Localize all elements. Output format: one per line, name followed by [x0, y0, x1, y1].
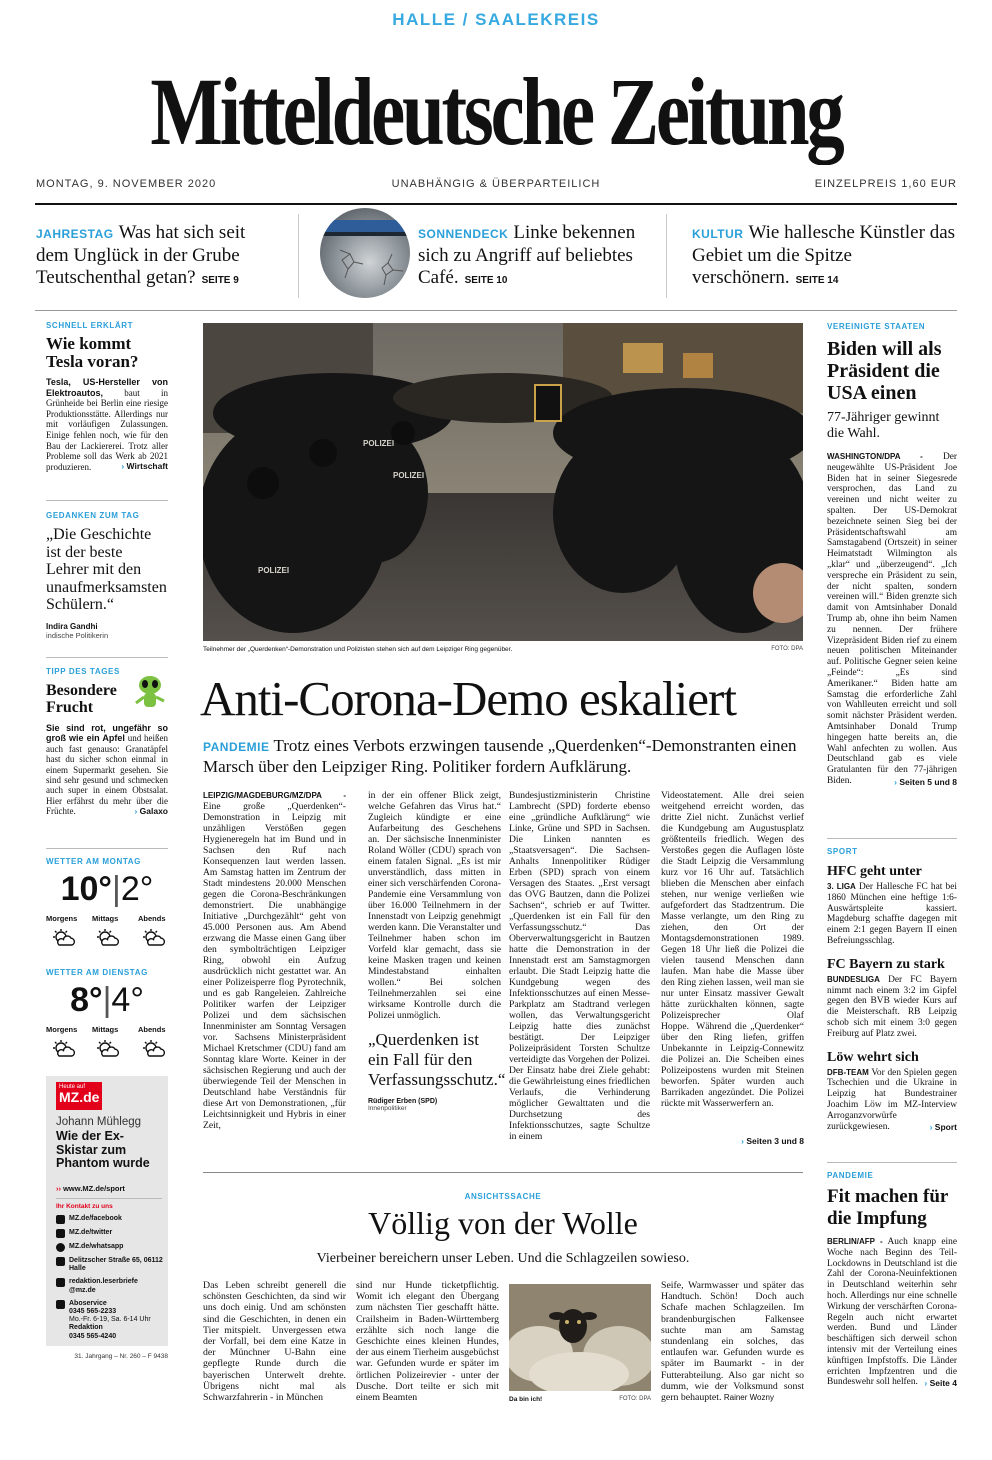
quote-author: Indira Gandhi — [46, 621, 98, 631]
opinion-column-1: Das Leben schreibt generell die schönsten Geschichten, da sind wir uns doch einig. Und am schönsten sind die Geschichten, in denen ein Tier mitspielt. Unvergessen etwa der Vorfall, bei dem eine Katze in der Münchner U-Bahn eine gepflegte Runde durch die bayerischen Unterwelt drehte. Übrigens nicht mal als Schwarzfahrerin - in München — [203, 1280, 346, 1404]
sheep-illustration — [509, 1284, 651, 1391]
teaser-page: SEITE 10 — [464, 275, 508, 286]
weather-label: WETTER AM MONTAG — [46, 857, 141, 866]
sport-section — [827, 847, 957, 1132]
price: EINZELPREIS 1,60 EUR — [814, 178, 957, 190]
sport-title-3: Löw wehrt sich — [827, 1049, 919, 1065]
teaser-sonnendeck[interactable] — [418, 222, 643, 292]
opinion-column-3: Seife, Warmwasser und später das Handtuch. Schön! Doch auch Schafe machen Schlagzeilen. Im brandenburgischen Falkensee suchte man am Samstag stundenlang ein solches, das entlaufen war. Gefunden wurde es später im Baumarkt - in der Futterabteilung. Also gar nicht so dumm, wie der Volksmund sonst gern behauptet. Rainer Wozny — [661, 1280, 804, 1404]
sheep-caption: Da bin ich! — [509, 1396, 543, 1403]
teaser-page: SEITE 14 — [795, 275, 839, 286]
volume-info: 31. Jahrgang – Nr. 260 – F 9438 — [74, 1353, 168, 1360]
svg-text:POLIZEI: POLIZEI — [258, 566, 290, 575]
tip-text — [46, 723, 168, 817]
teaser-kultur[interactable] — [692, 222, 957, 292]
pull-quote-author: Rüdiger Erben (SPD) — [368, 1098, 438, 1105]
photo-caption: Teilnehmer der „Querdenken“-Demonstration und Polizisten stehen sich auf dem Leipziger Ring gegenüber. — [203, 646, 513, 653]
pandemic-dateline: BERLIN/AFP - — [827, 1237, 883, 1246]
time-morning: Morgens — [46, 1025, 78, 1034]
explained-ref[interactable]: › Wirtschaft — [46, 461, 168, 471]
explained-label: SCHNELL ERKLÄRT — [46, 321, 134, 330]
weather-label: WETTER AM DIENSTAG — [46, 968, 148, 977]
twitter-icon — [56, 1229, 65, 1238]
contact-email[interactable]: redaktion.leserbriefe @mz.de — [56, 1278, 164, 1294]
divider — [46, 657, 168, 658]
pandemic-body: BERLIN/AFP - Auch knapp eine Woche nach Beginn des Teil-Lockdowns in Deutschland ist die Zahl der Corona-Neuinfektionen in Deutschland weiterhin sehr hoch. Allerdings nur eine schnelle Wirkung der verschärften Corona-Regeln auch nicht erwartet werden. Bund und Länder beschäftigen sich derweil schon intensiv mit der Verteilung eines künftigen Impfstoffs. Die Länder errichten Impfzentren und die Bundeswehr soll helfen. — [827, 1237, 957, 1388]
region-label: HALLE / SAALEKREIS — [392, 10, 600, 29]
pull-quote-role: Innenpolitiker — [368, 1105, 407, 1112]
mz-logo-top: Heute auf — [59, 1084, 86, 1090]
teaser-text: Linke bekennen sich zu Angriff auf beliebtes Café. — [418, 222, 636, 288]
quote-label: GEDANKEN ZUM TAG — [46, 511, 140, 520]
usa-title: Biden will als Präsident die USA einen — [827, 338, 942, 404]
tip-body: und heißen auch fast genauso: Granatäpfel hast du sicher schon einmal in einem Supermarkt gesehen. Sie sind sehr gesund und schmecken auch super in einem Obstsalat. Hier erfährst du mehr über die Früchte. — [46, 733, 168, 817]
partly-cloudy-icon — [52, 1040, 76, 1058]
opinion-column-2: sind nur Hunde ticketpflichtig. Womit ich elegant den Übergang zum nächsten Tier geschafft hätte. Crailsheim in Baden-Württemberg erzählte sich noch lange die Geschichte eines kleinen Hundes, der aus einem Tierheim ausgebüchst war. Gefunden wurde er später im örtlichen Polizeirevier - unter der Dusche. Dort teilte er sich mit einem Beamten — [356, 1280, 499, 1404]
pull-quote — [368, 1030, 506, 1112]
explained-lead: Tesla, US-Hersteller von Elektroautos, — [46, 377, 168, 398]
tip-box — [46, 667, 168, 816]
weather-temps: 10°|2° — [60, 870, 154, 908]
temp-low: 2° — [120, 870, 154, 908]
divider — [56, 1198, 162, 1199]
mz-logo-text: MZ.de — [59, 1089, 100, 1105]
article-column-2: in der ein offener Blick zeigt, welche Gefahren das Virus hat.“ Zugleich kündigte er eine Aufarbeitung des Geschehens an. Der sächsische Innenminister Roland Wöller (CDU) sprach von einem fatalen Signal. „Es ist mir unverständlich, dass mitten in einer sich verschärfenden Corona-Pandemie eine Versammlung von über 16.000 Teilnehmern in der Innenstadt von Leipzig genehmigt werden kann. Die Veranstalter und Teilnehmer haben schon im Vorfeld klar gemacht, dass sie keine Masken tragen und keinen Mindestabstand einhalten wollen.“ Bei solchen Teilnehmerzahlen sei eine wirksame Kontrolle durch die Polizei unmöglich. — [368, 790, 501, 1021]
pandemic-article — [827, 1171, 957, 1388]
contact-abo: Aboservice 0345 565-2233 Mo.-Fr. 6-19, Sa. 6-14 Uhr Redaktion 0345 565-4240 — [56, 1300, 164, 1341]
teaser-page: SEITE 9 — [201, 275, 239, 286]
sport-ref[interactable]: › Sport — [827, 1122, 957, 1132]
sport-title-2: FC Bayern zu stark — [827, 956, 945, 972]
teaser-rule — [35, 310, 957, 311]
pandemic-title: Fit machen für die Impfung — [827, 1186, 949, 1229]
teaser-photo-cafe — [320, 208, 410, 298]
quote-text: „Die Geschichte ist der beste Lehrer mit den unaufmerksamsten Schülern.“ — [46, 526, 167, 613]
sport-body-2: BUNDESLIGA Der FC Bayern nimmt nach einem 3:2 im Gipfel gegen den BVB wieder Kurs auf die Meisterschaft. RB Leipzig schob sich mit einem 3:0 gegen Freiburg auf Platz zwei. — [827, 974, 957, 1039]
usa-label: VEREINIGTE STAATEN — [827, 322, 926, 331]
teaser-text: Was hat sich seit dem Unglück in der Grube Teutschenthal getan? — [36, 222, 246, 288]
quote-role: indische Politikerin — [46, 630, 109, 640]
svg-text:POLIZEI: POLIZEI — [393, 471, 425, 480]
article-column-4: Videostatement. Alle drei seien weitgehend erreicht worden, das dritte Ziel nicht. Zunächst verlief die Kundgebung am Augustusplatz größtenteils friedlich. Wegen des Verstoßes gegen die Auflagen löste die Stadt Leipzig die Versammlung kurz vor 16 Uhr auf. Tatsächlich blieben die Menschen aber einfach stehen, nur wenige verließen wie aufgefordert das Stadtzentrum. Die Masse verlangte, um den Ring zu ziehen, den Ort der Montagsdemonstrationen 1989. Gegen 18 Uhr ließ die Polizei die vielen tausend Menschen dann laufen. Man habe die Masse über den Ring ziehen lassen, weil man sie nur unter Einsatz massiver Gewalt hätte zurückhalten können, sagte Polizeisprecher Olaf Hoppe. Während die „Querdenker“ über den Ring liefen, griffen Unbekannte in Leipzig-Connewitz die Polizei an. Die Scheiben eines Polizeipostens wurden mit Steinen beworfen. Später wurden auch Barrikaden angezündet. Die Polizei rückte mit Wasserwerfern an. — [661, 790, 804, 1109]
shattered-glass-icon — [320, 208, 410, 298]
usa-dateline: WASHINGTON/DPA - — [827, 452, 923, 461]
time-evening: Abends — [138, 1025, 166, 1034]
weather-monday — [46, 857, 168, 967]
explained-text — [46, 377, 168, 472]
demo-photo-illustration — [203, 323, 803, 641]
explained-title: Wie kommt Tesla voran? — [46, 334, 139, 371]
opinion-title: Völlig von der Wolle — [368, 1205, 638, 1241]
time-morning: Morgens — [46, 914, 78, 923]
teaser-kicker: JAHRESTAG — [36, 227, 114, 241]
subhead-kicker: PANDEMIE — [203, 740, 270, 754]
divider — [827, 1162, 957, 1163]
usa-ref[interactable]: › Seiten 5 und 8 — [827, 777, 957, 787]
partly-cloudy-icon — [96, 929, 120, 947]
sport-body-1: 3. LIGA Der Hallesche FC hat bei 1860 München eine heftige 1:6-Auswärtspleite kassiert. Magdeburg schaffte dagegen mit einem 2:1 gegen Bayern II einen Befreiungsschlag. — [827, 882, 957, 946]
mz-promo-box — [46, 1076, 168, 1346]
weather-tuesday — [46, 968, 168, 1078]
promo-headline[interactable]: Wie der Ex-Skistar zum Phantom wurde — [56, 1129, 150, 1170]
temp-high: 10° — [60, 870, 113, 908]
teaser-jahrestag[interactable] — [36, 222, 261, 292]
teaser-divider — [666, 214, 667, 298]
location-icon — [56, 1257, 65, 1266]
partly-cloudy-icon — [142, 1040, 166, 1058]
article-column-3: Bundesjustizministerin Christine Lambrecht (SPD) forderte ebenso eine „gründliche Aufklärung“ wie Linke, Grüne und SPD in Sachsen. Die Linken nannten es „Staatsversagen“. Die Sachsen-Anhalts Innenpolitiker Rüdiger Erben (SPD) sprach von einem Versagen des Staates. „Erst versagt das OVG Bautzen, dann die Polizei Sachsen“, schrieb er auf Twitter. „Querdenken ist ein Fall für den Verfassungsschutz.“ Das Oberverwaltungsgericht in Bautzen hatte die Demonstration in der Innenstadt erst am Samstagmorgen erlaubt. Die Stadt Leipzig hatte die Kundgebung wegen des Infektionsschutzes auf einen Messe-Parkplatz am Stadtrand verlegen wollen, das Verwaltungsgericht Leipzig hatte dies zunächst bestätigt. Der Leipziger Polizeipräsident Torsten Schultze verteidigte das Vorgehen der Polizei. Der Einsatz habe drei Ziele gehabt: die Gewährleistung eines friedlichen Verlaufs, die Verhinderung möglicher Gewalttaten und die Durchsetzung des Infektionsschutzes, sagte Schultze in einem — [509, 790, 650, 1142]
opinion-label: ANSICHTSSACHE — [464, 1192, 542, 1201]
teaser-divider — [298, 214, 299, 298]
main-headline: Anti-Corona-Demo eskaliert — [200, 671, 736, 726]
main-subhead — [203, 736, 803, 777]
temp-high: 8° — [70, 981, 103, 1019]
partly-cloudy-icon — [96, 1040, 120, 1058]
contact-address: Delitzscher Straße 65, 06112 Halle — [56, 1257, 164, 1273]
explained-body: baut in Grünheide bei Berlin eine riesige Produktionsstätte. Allerdings nur mit vorläufigen Zulassungen. Einige fehlen noch, wie für den Bau der Lackiererei. Trotz aller Probleme soll das Werk ab 2021 produzieren. — [46, 387, 169, 472]
usa-body: WASHINGTON/DPA - Der neugewählte US-Präsident Joe Biden hat in seiner Siegesrede versprochen, das Land zu vereinen und nicht weiter zu spalten. Der US-Demokrat bezeichnete seinen Sieg bei der Präsidentschaftswahl am Samstagabend (Ortszeit) in seiner Heimatstadt Wilmington als „klar“ und „überzeugend“. „Ich verspreche ein Präsident zu sein, der nicht spalten, sondern vereinen will.“ Biden grenzte sich damit von Amtsinhaber Donald Trump ab, ohne ihn beim Namen zu nennen. Der frühere Vizepräsident Biden rief zu einem neuen politischen Miteinander auf. Politische Gegner seien keine „Feinde“: „Es sind Amerikaner.“ Biden hatte am Samstag die erforderliche Zahl von Wahlleuten erreicht und soll somit nächster Präsident werden. Amtsinhaber Donald Trump hingegen hatte bereits an, die Wahl anfechten zu wollen. Aus Deutschland gab es viele Gratulanten für den 77-jährigen Biden. — [827, 452, 958, 786]
subhead-text: Trotz eines Verbots erzwingen tausende „Querdenken“-Demonstranten einen Marsch über den Leipziger Ring. Politiker fordern Aufklärung. — [203, 736, 797, 776]
tip-lead: Sie sind rot, ungefähr so groß wie ein Apfel — [46, 723, 168, 744]
masthead: Mitteldeutsche Zeitung — [150, 58, 842, 165]
teaser-kicker: KULTUR — [692, 227, 744, 241]
whatsapp-icon — [56, 1243, 65, 1252]
header-rule — [35, 203, 957, 205]
pandemic-label: PANDEMIE — [827, 1171, 874, 1180]
time-noon: Mittags — [92, 914, 119, 923]
tip-title: Besondere Frucht — [46, 682, 117, 716]
mail-icon — [56, 1278, 65, 1287]
demo-photo — [203, 323, 803, 641]
issue-date: MONTAG, 9. NOVEMBER 2020 — [36, 178, 217, 190]
divider — [46, 500, 168, 501]
sport-label: SPORT — [827, 847, 858, 856]
contact-whatsapp[interactable]: MZ.de/whatsapp — [56, 1243, 164, 1252]
mz-logo[interactable] — [56, 1082, 102, 1110]
pandemic-ref[interactable]: › Seite 4 — [827, 1378, 957, 1388]
opinion-subtitle: Vierbeiner bereichern unser Leben. Und die Schlagzeilen sowieso. — [316, 1251, 690, 1266]
sport-title-1: HFC geht unter — [827, 864, 922, 879]
contact-title: Ihr Kontakt zu uns — [56, 1203, 113, 1210]
time-noon: Mittags — [92, 1025, 119, 1034]
dateline: LEIPZIG/MAGDEBURG/MZ/DPA - — [203, 791, 346, 800]
promo-author: Johann Mühlegg — [56, 1116, 142, 1128]
promo-link[interactable]: ›› www.MZ.de/sport — [56, 1184, 125, 1193]
usa-article — [827, 322, 957, 787]
temp-low: 4° — [111, 981, 144, 1019]
divider — [827, 838, 957, 839]
explained-box — [46, 321, 168, 471]
tip-label: TIPP DES TAGES — [46, 667, 120, 676]
divider — [203, 1172, 803, 1173]
time-evening: Abends — [138, 914, 166, 923]
teaser-text: Wie hallesche Künstler das Gebiet um die Spitze verschönern. — [692, 222, 956, 288]
contact-facebook[interactable]: MZ.de/facebook — [56, 1215, 164, 1224]
divider — [46, 848, 168, 849]
sheep-credit: FOTO: DPA — [619, 1396, 651, 1402]
article-column-1: LEIPZIG/MAGDEBURG/MZ/DPA - Eine große „Querdenken“-Demonstration in Leipzig mit unzähligen Verstößen gegen Hygieneregeln hat im Bund und in Sachsen den Ruf nach Konsequenzen laut werden lassen. Am Samstag hatten im Zentrum der Stadt mindestens 20.000 Menschen gegen die Corona-Beschränkungen demonstriert. Die unabhängige Initiative „Durchgezählt“ geht von 45.000 Personen aus. Am Abend erzwang die Masse einen Gang über den symbolträchtigen Leipziger Ring, obwohl ein Aufzug ausdrücklich nicht gestattet war. An einer Polizeisperre flog Pyrotechnik, und es gab Rangeleien. Zahlreiche Politiker warfen der Leipziger Polizei und dem sächsischen Innenminister am Sonntag Versagen vor. Sachsens Ministerpräsident Michael Kretschmer (CDU) fand am Sonntag klare Worte. Keiner in der sächsischen Regierung und auch der überwiegende Teil der Menschen in Deutschland habe Verständnis für diese Art von Demonstrationen, „für Leichtsinnigkeit und Hybris in einer Zeit, — [203, 791, 346, 1131]
weather-temps: 8°|4° — [70, 981, 144, 1019]
usa-deck: 77-Jähriger gewinnt die Wahl. — [827, 410, 940, 441]
alien-mascot-icon — [132, 673, 168, 713]
sheep-photo — [509, 1284, 651, 1391]
tagline: UNABHÄNGIG & ÜBERPARTEILICH — [391, 178, 601, 190]
contact-twitter[interactable]: MZ.de/twitter — [56, 1229, 164, 1238]
opinion-author: Rainer Wozny — [723, 1393, 774, 1403]
phone-icon — [56, 1300, 65, 1309]
pull-quote-text: „Querdenken ist ein Fall für den Verfassungsschutz.“ — [368, 1030, 506, 1089]
tip-ref[interactable]: › Galaxo — [46, 806, 168, 816]
teaser-kicker: SONNENDECK — [418, 227, 509, 241]
sport-body-3: DFB-TEAM Vor den Spielen gegen Tschechien und die Ukraine in Leipzig hat Bundestrainer Joachim Löw im MZ-Interview Arroganzvorwürfe zurückgewiesen. — [827, 1067, 957, 1132]
article-ref[interactable]: › Seiten 3 und 8 — [661, 1136, 804, 1146]
quote-box — [46, 511, 168, 640]
partly-cloudy-icon — [52, 929, 76, 947]
facebook-icon — [56, 1215, 65, 1224]
svg-text:POLIZEI: POLIZEI — [363, 439, 395, 448]
photo-credit: FOTO: DPA — [771, 646, 803, 652]
partly-cloudy-icon — [142, 929, 166, 947]
contact-list — [56, 1215, 164, 1341]
